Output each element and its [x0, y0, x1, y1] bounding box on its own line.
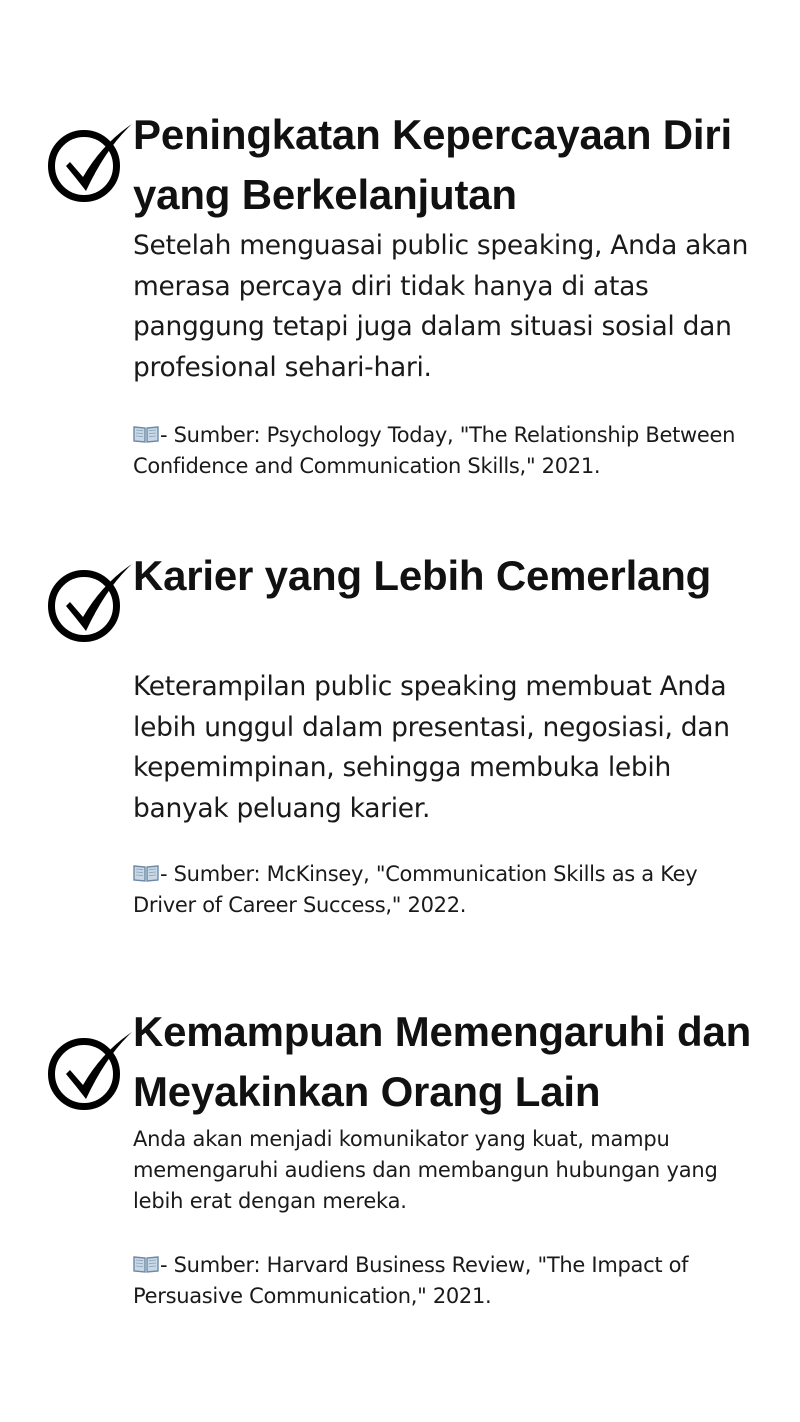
- source-citation: [133, 420, 763, 482]
- open-book-icon: [133, 425, 159, 443]
- source-citation: [133, 859, 763, 921]
- checkmark-circle-icon: [46, 1030, 136, 1112]
- checkmark-circle-icon: [46, 122, 136, 204]
- section-title: Karier yang Lebih Cemerlang: [133, 552, 712, 599]
- section-title: Kemampuan Memengaruhi dan Meyakinkan Orang Lain: [133, 1008, 752, 1115]
- open-book-icon: [133, 864, 159, 882]
- section-body: Setelah menguasai public speaking, Anda akan merasa percaya diri tidak hanya di atas panggung tetapi juga dalam situasi sosial dan profesional sehari-hari.: [133, 230, 749, 383]
- section-body: Keterampilan public speaking membuat Anda lebih unggul dalam presentasi, negosiasi, dan kepemimpinan, sehingga membuka lebih banyak peluang karier.: [133, 671, 730, 824]
- checkmark-circle-icon: [46, 562, 136, 644]
- source-citation: [133, 1250, 763, 1312]
- section-title: Peningkatan Kepercayaan Diri yang Berkelanjutan: [133, 111, 732, 218]
- source-text: - Sumber: Harvard Business Review, "The Impact of Persuasive Communication," 2021.: [133, 1253, 689, 1308]
- open-book-icon: [133, 1255, 159, 1273]
- section-body: Anda akan menjadi komunikator yang kuat, mampu memengaruhi audiens dan membangun hubungan yang lebih erat dengan mereka.: [133, 1127, 718, 1213]
- source-text: - Sumber: McKinsey, "Communication Skills as a Key Driver of Career Success," 2022.: [133, 862, 698, 917]
- source-text: - Sumber: Psychology Today, "The Relationship Between Confidence and Communication Skills," 2021.: [133, 423, 736, 478]
